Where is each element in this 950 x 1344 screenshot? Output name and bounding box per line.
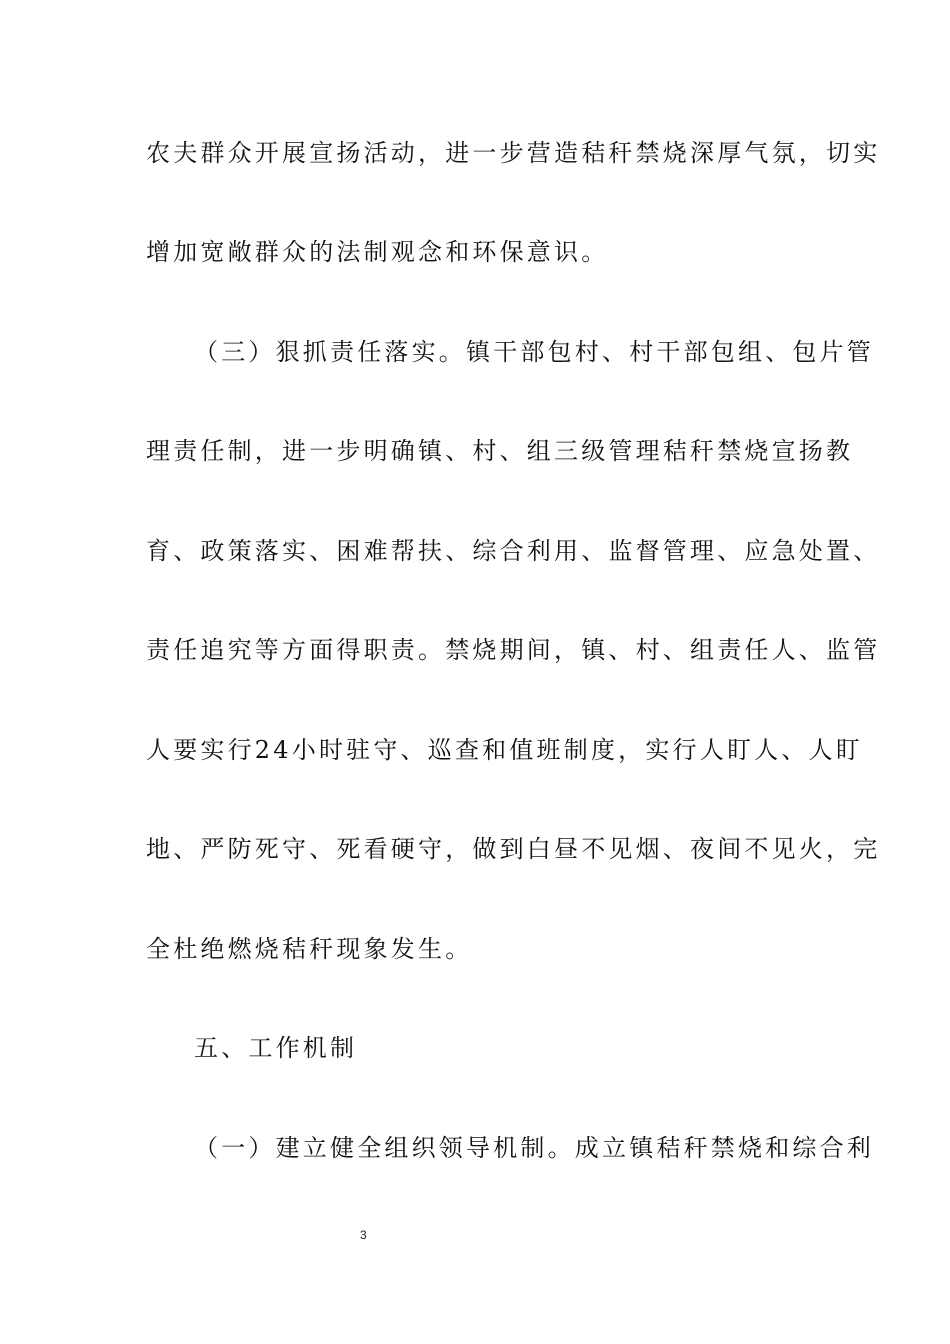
body-text-line: 责任追究等方面得职责。禁烧期间，镇、村、组责任人、监管 bbox=[146, 636, 881, 664]
section-heading-line: （一）建立健全组织领导机制。成立镇秸秆禁烧和综合利 bbox=[194, 1134, 874, 1162]
section-heading-line: （三）狠抓责任落实。镇干部包村、村干部包组、包片管 bbox=[194, 338, 874, 366]
body-text-line: 全杜绝燃烧秸秆现象发生。 bbox=[146, 935, 473, 963]
body-text-line: 育、政策落实、困难帮扶、综合利用、监督管理、应急处置、 bbox=[146, 537, 881, 565]
page-number: 3 bbox=[360, 1228, 367, 1242]
body-text-line: 理责任制，进一步明确镇、村、组三级管理秸秆禁烧宣扬教 bbox=[146, 437, 854, 465]
section-title: 五、工作机制 bbox=[194, 1034, 358, 1062]
body-text-line: 增加宽敞群众的法制观念和环保意识。 bbox=[146, 238, 609, 266]
body-text-line: 农夫群众开展宣扬活动，进一步营造秸秆禁烧深厚气氛，切实 bbox=[146, 139, 881, 167]
body-text-line: 地、严防死守、死看硬守，做到白昼不见烟、夜间不见火，完 bbox=[146, 835, 881, 863]
body-text-line: 人要实行24小时驻守、巡查和值班制度，实行人盯人、人盯 bbox=[146, 736, 863, 764]
